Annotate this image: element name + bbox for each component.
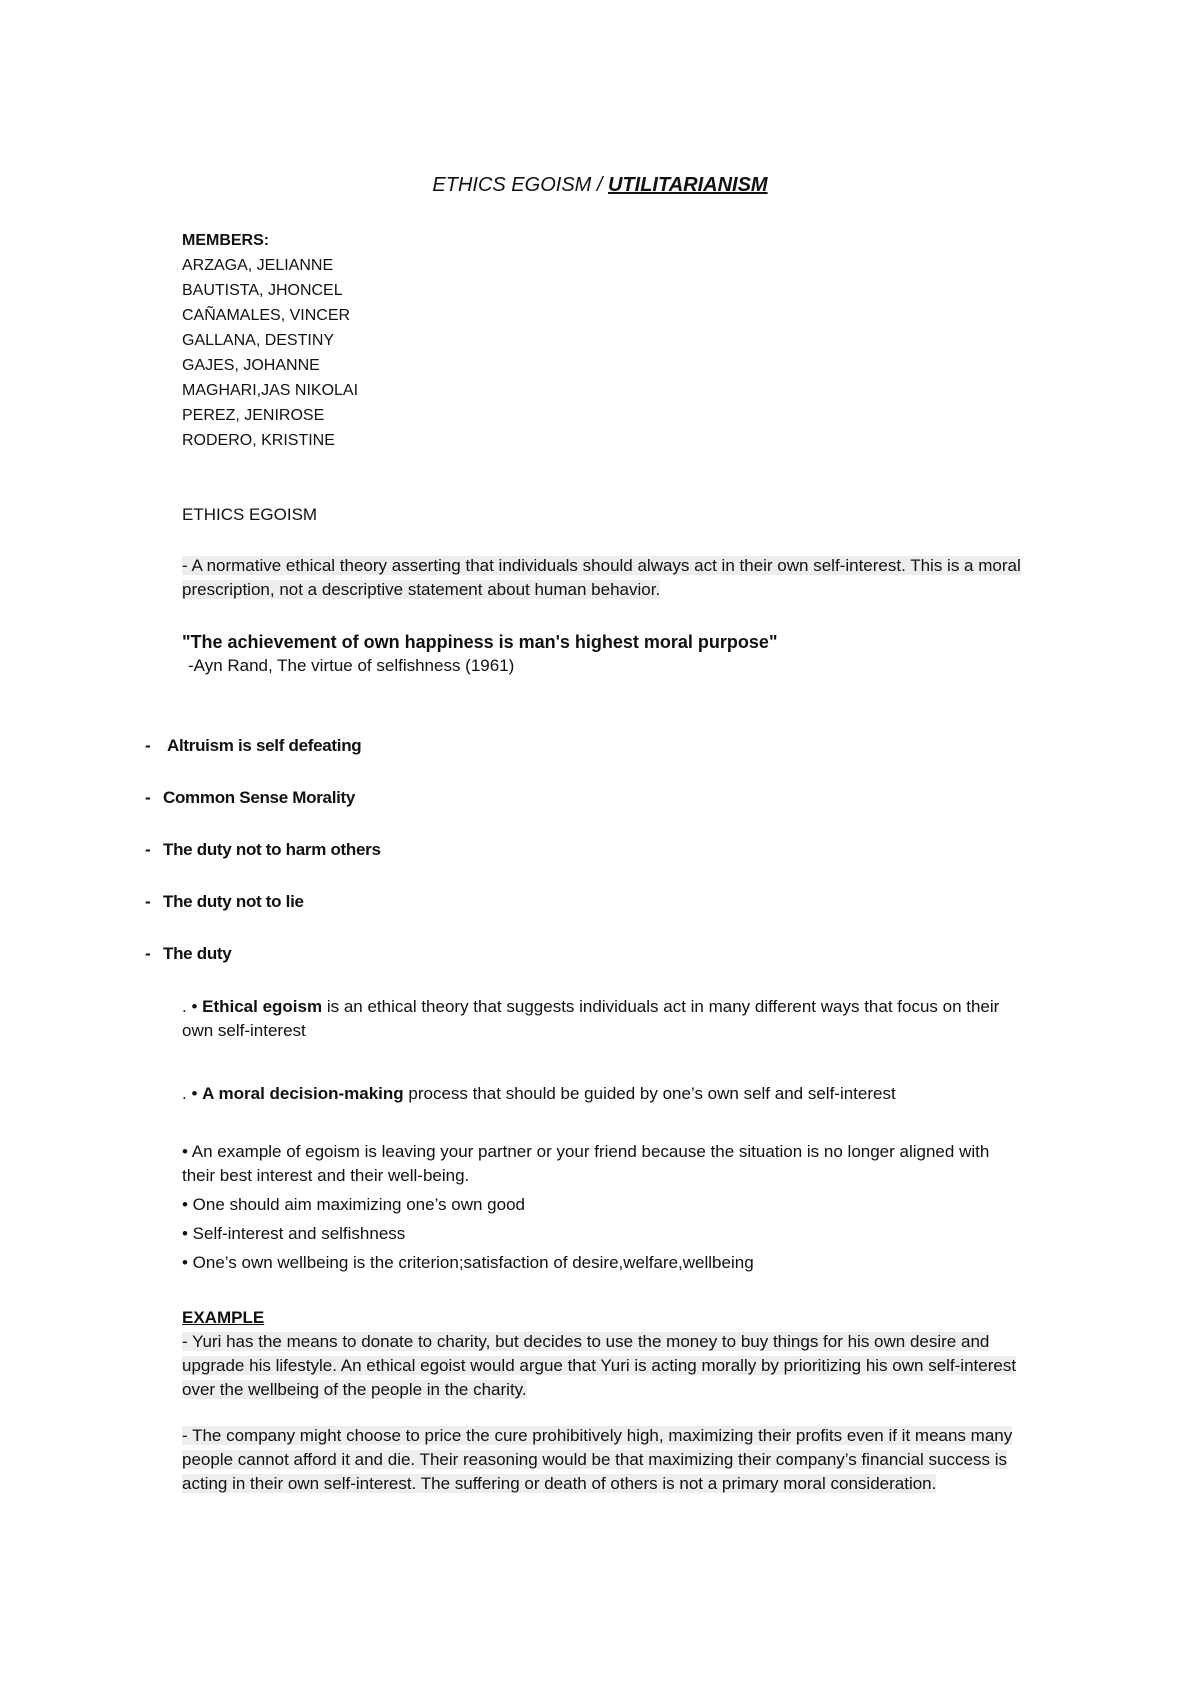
bullet-item (145, 890, 304, 914)
point-item: • Self-interest and selfishness (182, 1224, 406, 1243)
bullet-text: The duty not to lie (163, 892, 304, 911)
quote-text: "The achievement of own happiness is man's highest moral purpose" (182, 632, 778, 652)
section-heading: ETHICS EGOISM (182, 505, 318, 524)
title-part2: UTILITARIANISM (607, 174, 768, 196)
point-text: process that should be guided by one’s own self and self-interest (403, 1084, 896, 1103)
member-name: GALLANA, DESTINY (182, 332, 335, 349)
quote-attribution: -Ayn Rand, The virtue of selfishness (1961) (188, 656, 515, 675)
example-paragraph-2: - The company might choose to price the cure prohibitively high, maximizing their profits even if it means many people cannot afford it and die. Their reasoning would be that maximizing their company’s financial success is acting in their own self-interest. The suffering or death of others is not a primary moral consideration. (182, 1426, 1013, 1493)
bullet-dash: - (145, 736, 151, 755)
bullet-dash: - (145, 840, 151, 859)
bullet-item (145, 942, 231, 966)
bullet-text: Common Sense Morality (163, 788, 356, 807)
example-section (182, 1306, 1022, 1496)
bullet-dash: - (145, 788, 151, 807)
page-title (0, 172, 1200, 198)
point-item: • One’s own wellbeing is the criterion;satisfaction of desire,welfare,wellbeing (182, 1253, 754, 1272)
member-name: ARZAGA, JELIANNE (182, 257, 334, 274)
point-item: • An example of egoism is leaving your partner or your friend because the situation is no longer aligned with their best interest and their well-being. (182, 1142, 990, 1185)
member-name: PEREZ, JENIROSE (182, 407, 325, 424)
member-name: BAUTISTA, JHONCEL (182, 282, 343, 299)
bullet-item (145, 786, 355, 810)
point-ethical-egoism (182, 995, 1022, 1043)
point-text: is an ethical theory that suggests individuals act in many different ways that focus on their own self-interest (182, 997, 1000, 1040)
point-item: • One should aim maximizing one’s own good (182, 1195, 525, 1214)
definition-paragraph (182, 554, 1032, 602)
point-moral-decision (182, 1082, 1022, 1106)
point-bold-term: Ethical egoism (202, 997, 323, 1016)
title-part1: ETHICS EGOISM / (432, 174, 608, 196)
member-name: RODERO, KRISTINE (182, 432, 335, 449)
bullet-item (145, 734, 361, 758)
members-heading: MEMBERS: (182, 232, 270, 249)
point-bold-term: A moral decision-making (202, 1084, 404, 1103)
bullet-text: The duty (163, 944, 232, 963)
member-name: GAJES, JOHANNE (182, 357, 320, 374)
example-heading: EXAMPLE (182, 1308, 265, 1327)
bullet-dash: - (145, 892, 151, 911)
point-prefix: . • (182, 997, 203, 1016)
point-prefix: . • (182, 1084, 203, 1103)
points-list (182, 1140, 1022, 1275)
members-list (182, 228, 358, 453)
bullet-item (145, 838, 381, 862)
example-paragraph-1: - Yuri has the means to donate to charity, but decides to use the money to buy things for his own desire and upgrade his lifestyle. An ethical egoist would argue that Yuri is acting morally by prioritizing his own self-interest over the wellbeing of the people in the charity. (182, 1332, 1017, 1399)
quote-block (182, 630, 1022, 678)
bullet-dash: - (145, 944, 151, 963)
member-name: CAÑAMALES, VINCER (182, 307, 351, 324)
bullet-text: Altruism is self defeating (167, 736, 362, 755)
member-name: MAGHARI,JAS NIKOLAI (182, 382, 359, 399)
definition-text: - A normative ethical theory asserting that individuals should always act in their own self-interest. This is a moral prescription, not a descriptive statement about human behavior. (182, 556, 1021, 599)
bullet-text: The duty not to harm others (163, 840, 381, 859)
